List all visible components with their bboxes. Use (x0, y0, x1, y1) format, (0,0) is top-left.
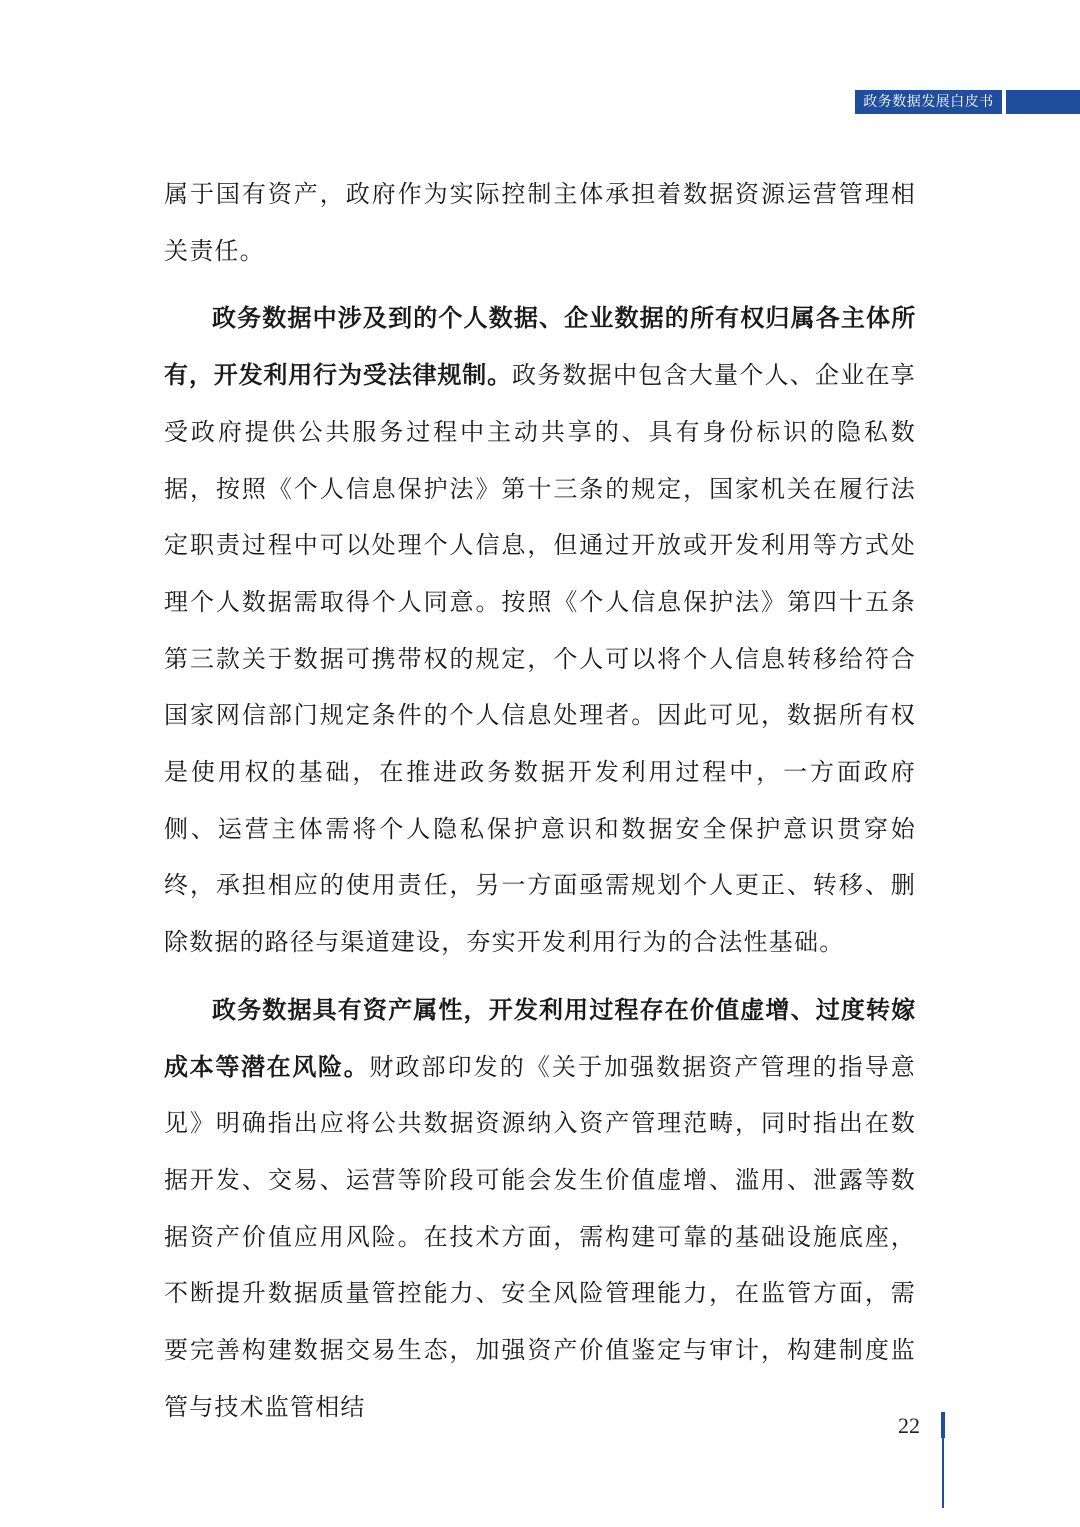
header-accent-bar (1006, 90, 1080, 114)
paragraph-lead-bold: 政务数据具有资产属性，开发利用过程存在价值虚增、过度转嫁成本等潜在风险。 (164, 995, 916, 1081)
paragraph-text: 财政部印发的《关于加强数据资产管理的指导意见》明确指出应将公共数据资源纳入资产管理范畴，同时指出在数据开发、交易、运营等阶段可能会发生价值虚增、滥用、泄露等数据资产价值应用风险。在技术方面，需构建可靠的基础设施底座，不断提升数据质量管控能力、安全风险管理能力，在监管方面，需要完善构建数据交易生态，加强资产价值鉴定与审计，构建制度监管与技术监管相结 (164, 1052, 916, 1421)
paragraph-text: 政务数据中包含大量个人、企业在享受政府提供公共服务过程中主动共享的、具有身份标识的隐私数据，按照《个人信息保护法》第十三条的规定，国家机关在履行法定职责过程中可以处理个人信息，但通过开放或开发利用等方式处理个人数据需取得个人同意。按照《个人信息保护法》第四十五条第三款关于数据可携带权的规定，个人可以将个人信息转移给符合国家网信部门规定条件的个人信息处理者。因此可见，数据所有权是使用权的基础，在推进政务数据开发利用过程中，一方面政府侧、运营主体需将个人隐私保护意识和数据安全保护意识贯穿始终，承担相应的使用责任，另一方面亟需规划个人更正、转移、删除数据的路径与渠道建设，夯实开发利用行为的合法性基础。 (164, 361, 916, 957)
header-title: 政务数据发展白皮书 (863, 94, 994, 110)
page-number: 22 (898, 1413, 920, 1438)
paragraph-continued (164, 166, 916, 279)
header-title-tag (855, 90, 1002, 114)
paragraph-lead-bold: 政务数据中涉及到的个人数据、企业数据的所有权归属各主体所有，开发利用行为受法律规制。 (164, 304, 916, 390)
paragraph-text: 属于国有资产，政府作为实际控制主体承担着数据资源运营管理相关责任。 (164, 180, 916, 265)
footer-accent-line (942, 1438, 944, 1508)
paragraph-personal-data (164, 290, 916, 970)
footer-accent-mark (941, 1412, 945, 1438)
body-text (164, 166, 916, 1435)
paragraph-asset-risk (164, 982, 916, 1436)
